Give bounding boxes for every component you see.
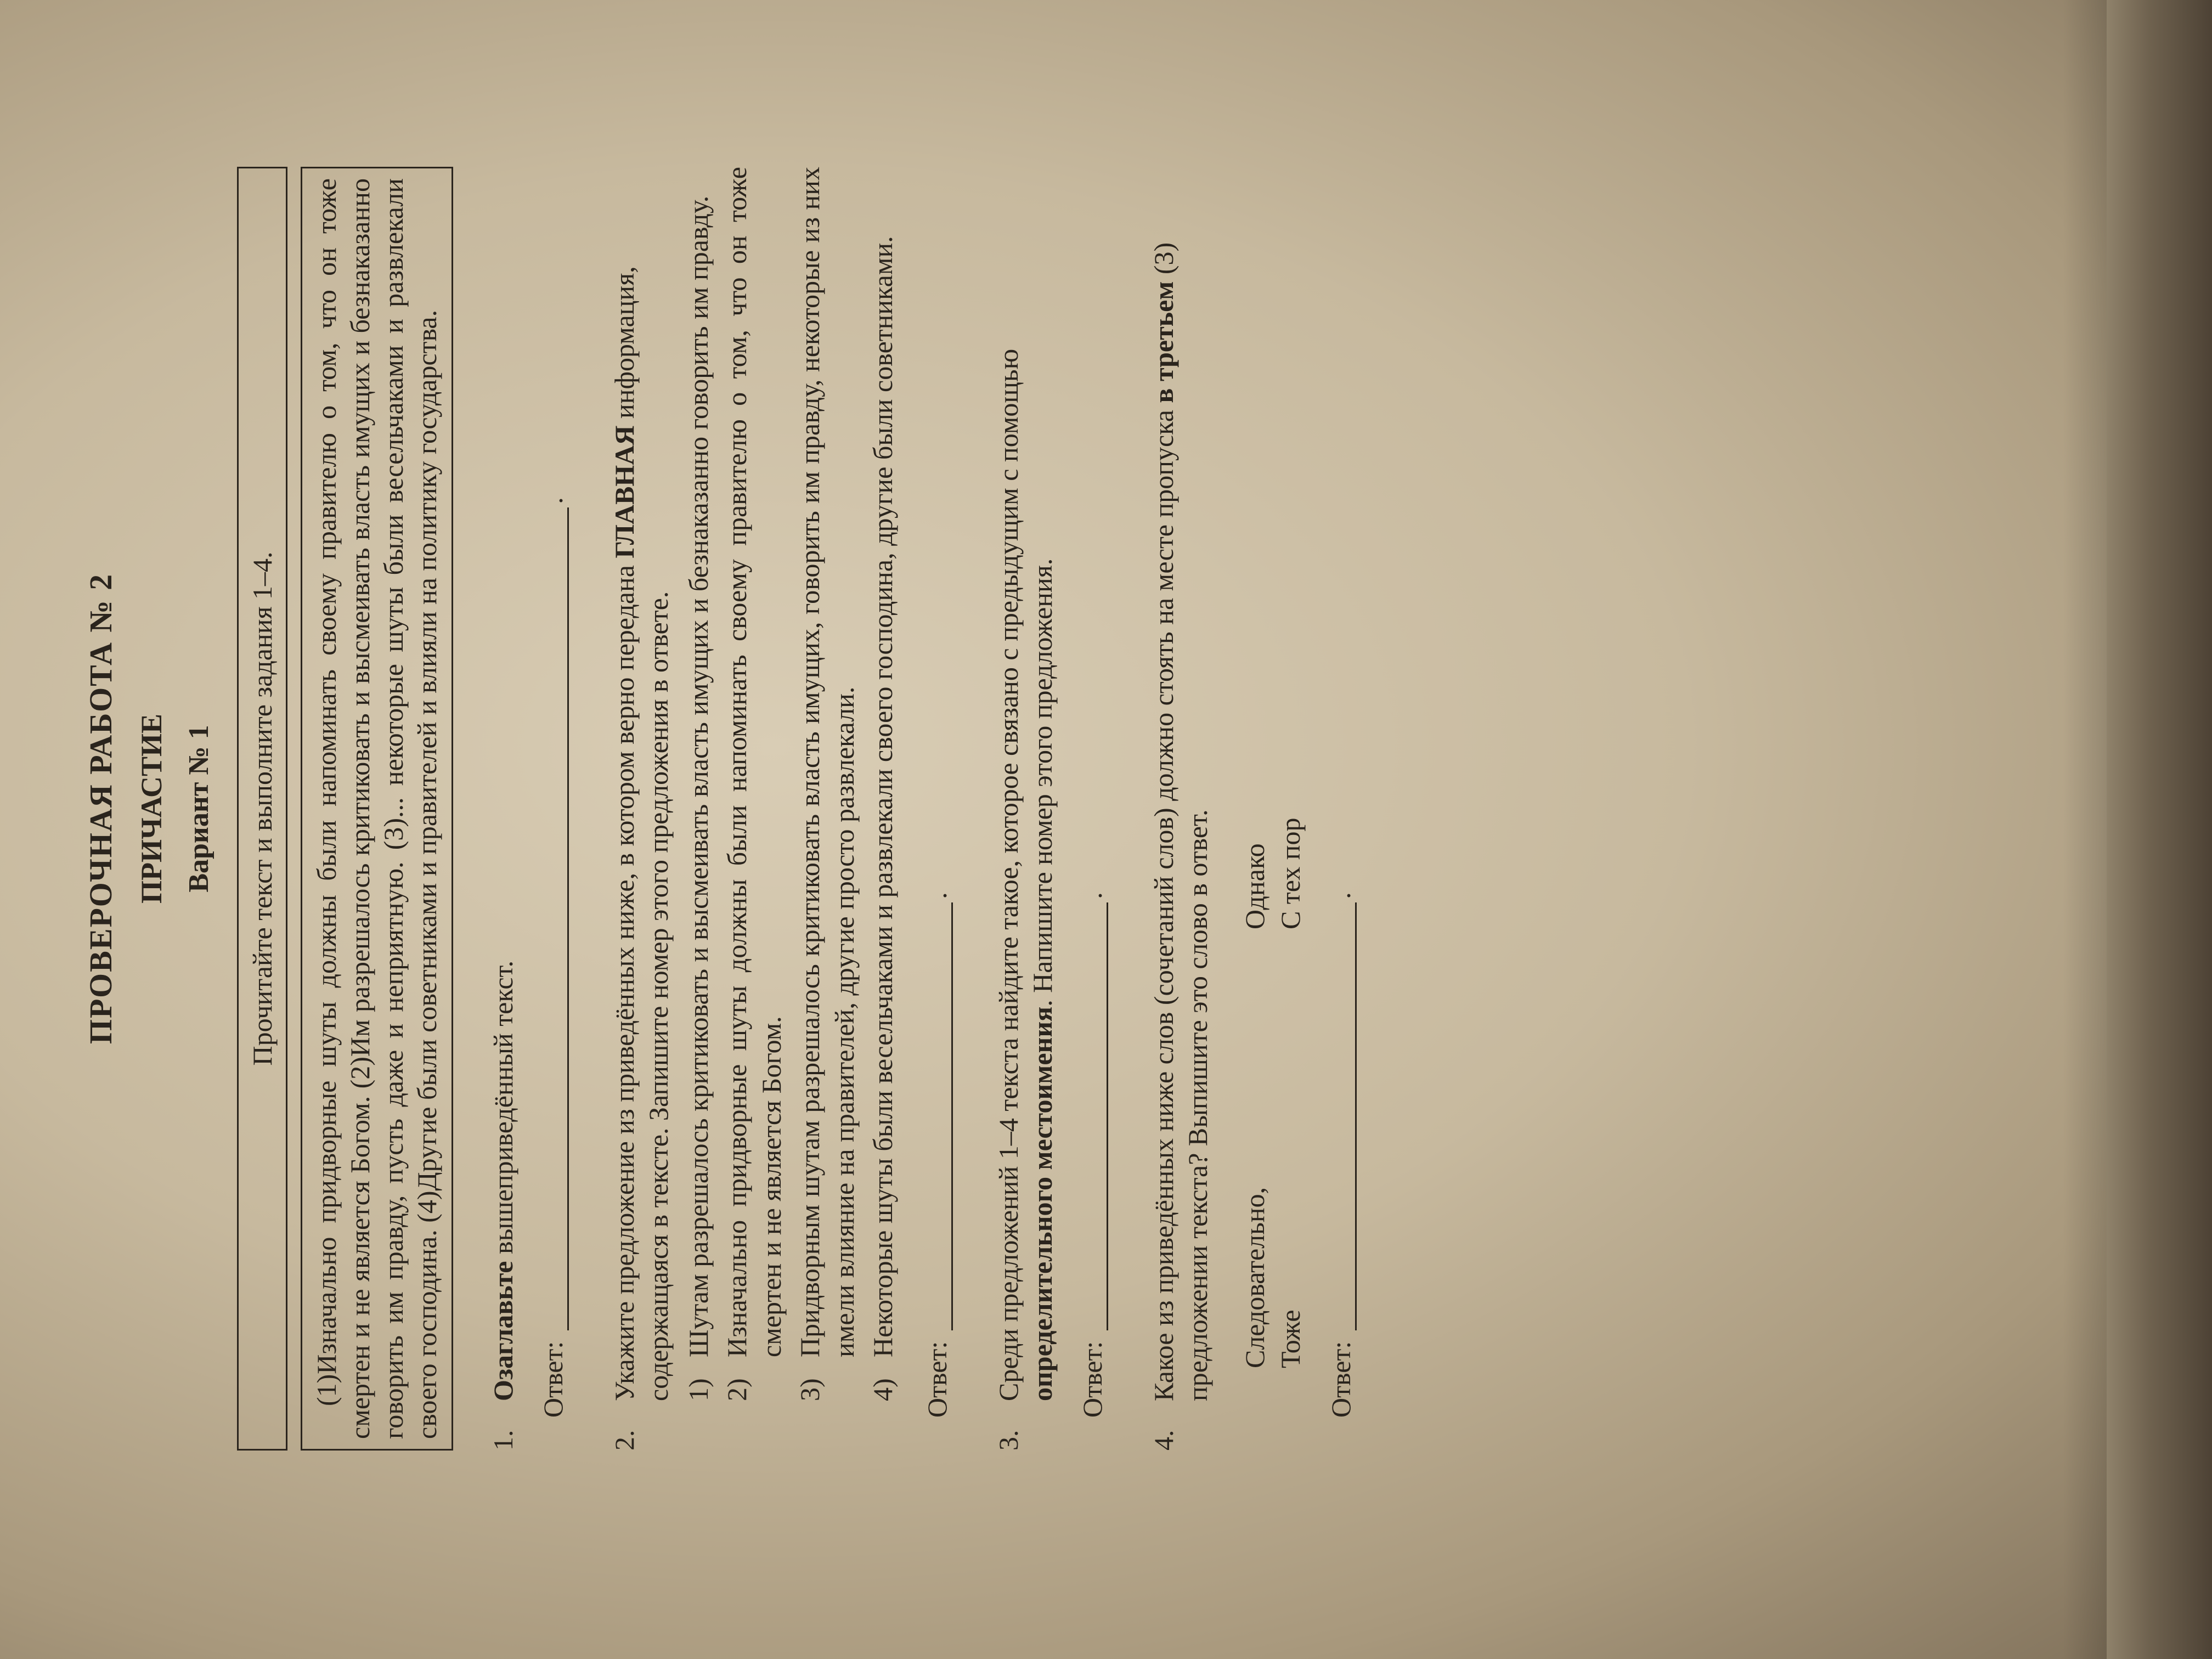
task-keyword: определительного местоимения bbox=[1027, 1006, 1058, 1401]
task-text bbox=[1147, 167, 1215, 1401]
answer-line-2[interactable] bbox=[924, 902, 953, 1330]
task-4 bbox=[1147, 167, 1215, 1451]
task-instruction-cont: . Напишите номер этого предложения. bbox=[1027, 558, 1058, 1007]
word-choice: Однако bbox=[1239, 843, 1270, 929]
option-item bbox=[720, 167, 788, 1401]
worksheet-subtitle: ПРИЧАСТИЕ bbox=[135, 714, 168, 904]
option-text: Придворным шутам разрешалось критиковать власть имущих, говорить им правду, некоторые из них имели влияние на правителей, другие просто развлекали. bbox=[794, 167, 860, 1357]
option-text: Шутам разрешалось критиковать и высмеивать власть имущих и безнаказанно говорить им правду. bbox=[682, 195, 714, 1357]
answer-label: Ответ: bbox=[1325, 1341, 1356, 1418]
page-fold-shadow bbox=[2063, 0, 2112, 1659]
answer-line-3[interactable] bbox=[1079, 902, 1108, 1330]
option-number: 1) bbox=[682, 1378, 714, 1401]
option-number: 2) bbox=[721, 1378, 752, 1401]
word-choice: С тех пор bbox=[1274, 817, 1306, 929]
worksheet-page bbox=[0, 46, 2030, 1659]
passage-box: (1)Изначально придворные шуты должны были напоминать своему правителю о том, что он тоже смертен и не является Богом. (2)Им разрешалось критиковать и высмеивать власть имущих и безнаказанно говорить им правду, пусть даже и неприятную. (3)... некоторые шуты были весельчаками и развлекали своего господина. (4)Другие были советниками и правителей и влияли на политику государства. bbox=[301, 167, 453, 1451]
instructions-box: Прочитайте текст и выполните задания 1–4. bbox=[237, 167, 287, 1451]
option-number: 3) bbox=[794, 1378, 825, 1401]
task-instruction: Какое из приведённых ниже слов (сочетаний слов) должно стоять на месте пропуска bbox=[1148, 403, 1179, 1401]
task-number: 1. bbox=[488, 1430, 518, 1451]
answer-label: Ответ: bbox=[537, 1341, 568, 1418]
page-edge bbox=[2107, 0, 2212, 1659]
task-keyword: ГЛАВНАЯ bbox=[608, 425, 640, 558]
option-text: Некоторые шуты были весельчаками и развлекали своего господина, другие были советниками. bbox=[867, 236, 898, 1357]
option-text: Изначально придворные шуты должны были напоминать своему правителю о том, что он тоже смертен и не является Богом. bbox=[721, 167, 787, 1357]
answer-row-3 bbox=[1076, 167, 1108, 1418]
task-2 bbox=[607, 167, 905, 1451]
task-keyword: Озаглавьте bbox=[488, 1261, 518, 1401]
option-item bbox=[866, 167, 900, 1401]
answer-row-2 bbox=[921, 167, 953, 1418]
answer-label: Ответ: bbox=[921, 1341, 952, 1418]
task-text bbox=[486, 167, 521, 1401]
worksheet-content bbox=[82, 167, 1395, 1451]
task-text bbox=[991, 167, 1060, 1401]
answer-line-4[interactable] bbox=[1328, 902, 1357, 1330]
answer-line-1[interactable] bbox=[540, 507, 569, 1330]
word-choices bbox=[1237, 490, 1308, 1368]
answer-dot: . bbox=[1325, 892, 1356, 899]
option-item bbox=[793, 167, 861, 1401]
task-3 bbox=[991, 167, 1060, 1451]
variant-label: Вариант № 1 bbox=[183, 725, 215, 893]
answer-dot: . bbox=[537, 497, 568, 504]
task-instruction: Среди предложений 1–4 текста найдите такое, которое связано с предыдущим с помощью bbox=[992, 348, 1024, 1401]
option-item bbox=[681, 167, 716, 1401]
answer-dot: . bbox=[1076, 892, 1108, 899]
task-instruction-cont: (3) предложении текста? Выпишите это слово в ответ. bbox=[1148, 242, 1213, 1401]
task-number: 3. bbox=[992, 1430, 1024, 1451]
task-instruction-cont: информация, содержащаяся в тексте. Запишите номер этого предложения в ответе. bbox=[608, 266, 674, 1401]
options-list bbox=[681, 167, 900, 1401]
word-choice: Следовательно, bbox=[1239, 1187, 1270, 1368]
task-instruction: Укажите предложение из приведённых ниже, в котором верно передана bbox=[608, 558, 640, 1401]
answer-dot: . bbox=[921, 892, 952, 899]
answer-label: Ответ: bbox=[1076, 1341, 1108, 1418]
task-text bbox=[607, 167, 905, 1401]
option-number: 4) bbox=[867, 1378, 898, 1401]
task-number: 4. bbox=[1148, 1430, 1179, 1451]
task-keyword: в третьем bbox=[1148, 281, 1179, 403]
answer-row-1 bbox=[537, 167, 569, 1418]
answer-row-4 bbox=[1325, 167, 1357, 1418]
task-1 bbox=[486, 167, 521, 1451]
word-choice: Тоже bbox=[1274, 1310, 1306, 1368]
task-number: 2. bbox=[608, 1430, 640, 1451]
task-instruction: вышеприведённый текст. bbox=[488, 960, 518, 1261]
worksheet-title: ПРОВЕРОЧНАЯ РАБОТА № 2 bbox=[83, 573, 119, 1045]
